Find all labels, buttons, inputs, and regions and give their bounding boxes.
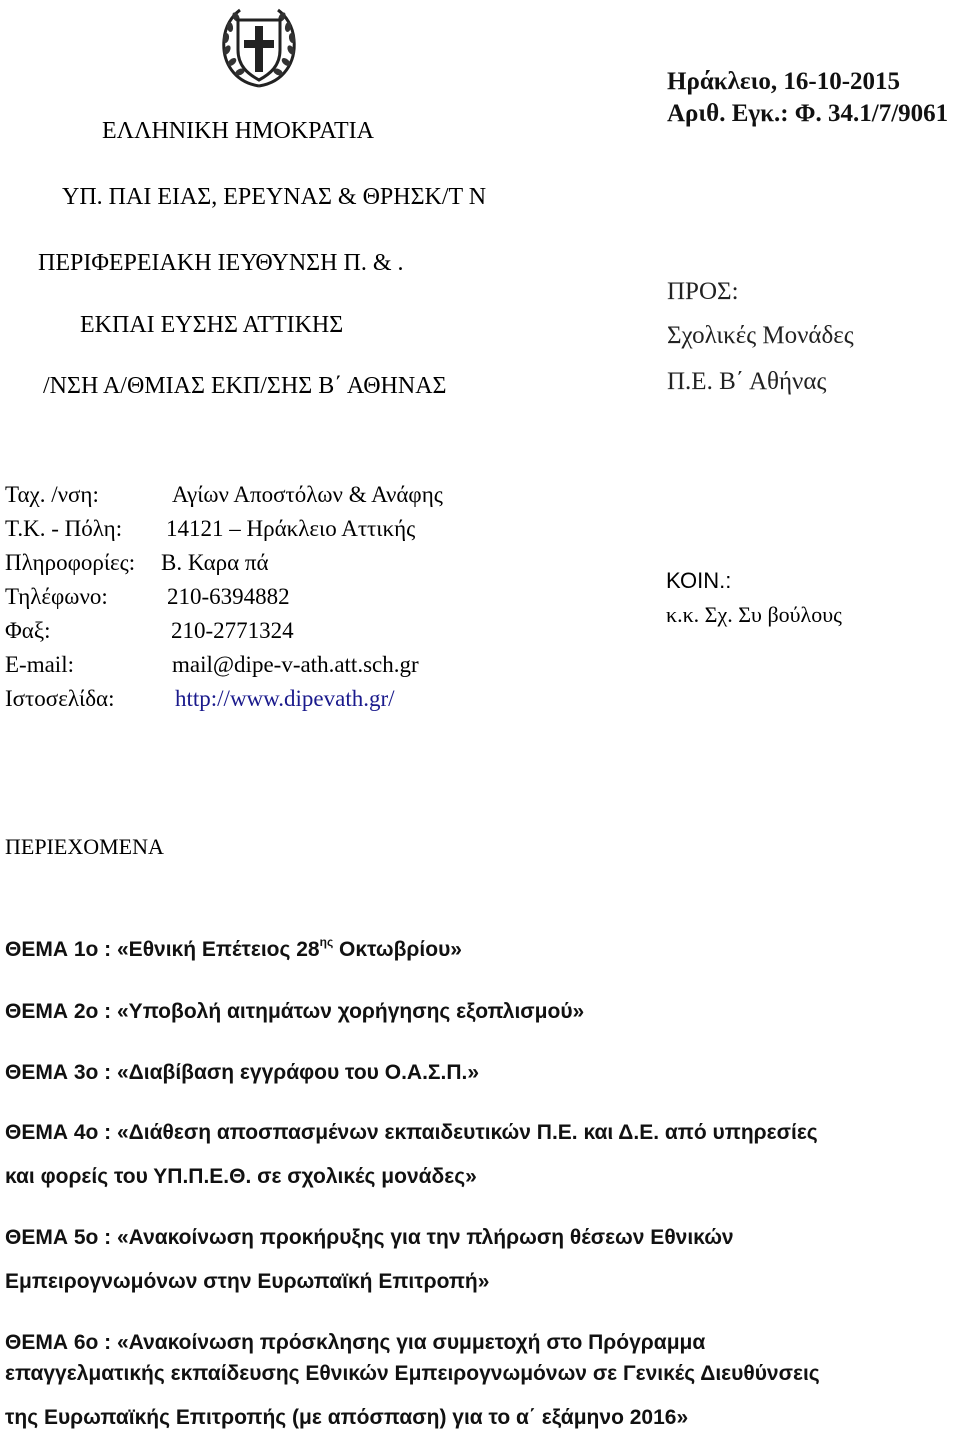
email-value[interactable]: mail@dipe-v-ath.att.sch.gr <box>172 652 419 677</box>
theme-1-text: ΘΕΜΑ 1ο : «Εθνική Επέτειος 28 <box>5 938 320 961</box>
org-title: ΕΛΛΗΝΙΚΗ ΗΜΟΚΡΑΤΙΑ <box>102 118 374 144</box>
theme-2: ΘΕΜΑ 2ο : «Υποβολή αιτημάτων χορήγησης εξοπλισμού» <box>5 1000 585 1023</box>
theme-6-line-1: ΘΕΜΑ 6ο : «Ανακοίνωση πρόσκλησης για συμμετοχή στο Πρόγραμμα <box>5 1331 706 1354</box>
theme-1-text-end: Οκτωβρίου» <box>333 938 462 961</box>
contents-title: ΠΕΡΙΕΧΟΜΕΝΑ <box>5 834 164 859</box>
phone-label: Τηλέφωνο: <box>5 584 108 609</box>
ministry-title: ΥΠ. ΠΑΙ ΕΙΑΣ, ΕΡΕΥΝΑΣ & ΘΡΗΣΚ/Τ Ν <box>62 184 487 210</box>
theme-1-superscript: ης <box>319 935 334 949</box>
theme-1 <box>5 935 462 962</box>
cc-label: ΚΟΙΝ.: <box>666 568 732 593</box>
website-label: Ιστοσελίδα: <box>5 686 115 711</box>
directorate-name: /ΝΣΗ Α/ΘΜΙΑΣ ΕΚΠ/ΣΗΣ Β΄ ΑΘΗΝΑΣ <box>43 373 447 399</box>
website-link[interactable]: http://www.dipevath.gr/ <box>175 686 395 711</box>
recipients-line-1: Σχολικές Μονάδες <box>667 322 854 349</box>
theme-4-line-1: ΘΕΜΑ 4ο : «Διάθεση αποσπασμένων εκπαιδευτικών Π.Ε. και Δ.Ε. από υπηρεσίες <box>5 1121 818 1144</box>
email-label: E-mail: <box>5 652 74 677</box>
address-value: Αγίων Αποστόλων & Ανάφης <box>172 482 443 507</box>
theme-5-line-1: ΘΕΜΑ 5ο : «Ανακοίνωση προκήρυξης για την πλήρωση θέσεων Εθνικών <box>5 1226 734 1249</box>
address-label: Ταχ. /νση: <box>5 482 99 507</box>
postal-code-label: Τ.Κ. - Πόλη: <box>5 516 123 541</box>
theme-6-line-2: επαγγελματικής εκπαίδευσης Εθνικών Εμπειρογνωμόνων σε Γενικές Διευθύνσεις <box>5 1362 820 1385</box>
fax-label: Φαξ: <box>5 618 51 643</box>
cc-value: κ.κ. Σχ. Συ βούλους <box>666 602 842 627</box>
info-label: Πληροφορίες: <box>5 550 136 575</box>
reference-number: Αριθ. Εγκ.: Φ. 34.1/7/9061 <box>667 100 949 127</box>
theme-3: ΘΕΜΑ 3ο : «Διαβίβαση εγγράφου του Ο.Α.Σ.Π.» <box>5 1061 480 1084</box>
contact-info <box>5 482 565 722</box>
regional-directorate: ΠΕΡΙΦΕΡΕΙΑΚΗ ΙΕΥΘΥΝΣΗ Π. & . <box>38 250 404 276</box>
info-value: Β. Καρα πά <box>161 550 269 575</box>
phone-value: 210-6394882 <box>167 584 290 609</box>
greek-coat-of-arms-emblem <box>214 2 304 92</box>
fax-value: 210-2771324 <box>171 618 294 643</box>
region-name: ΕΚΠΑΙ ΕΥΣΗΣ ΑΤΤΙΚΗΣ <box>80 312 344 338</box>
theme-4-line-2: και φορείς του ΥΠ.Π.Ε.Θ. σε σχολικές μονάδες» <box>5 1165 477 1188</box>
place-date: Ηράκλειο, 16-10-2015 <box>667 68 901 95</box>
postal-code-value: 14121 – Ηράκλειο Αττικής <box>166 516 416 541</box>
recipients-label: ΠΡΟΣ: <box>667 278 739 305</box>
recipients-line-2: Π.Ε. Β΄ Αθήνας <box>667 368 827 395</box>
theme-6-line-3: της Ευρωπαϊκής Επιτροπής (με απόσπαση) για το α΄ εξάμηνο 2016» <box>5 1406 689 1429</box>
theme-5-line-2: Εμπειρογνωμόνων στην Ευρωπαϊκή Επιτροπή» <box>5 1270 490 1293</box>
